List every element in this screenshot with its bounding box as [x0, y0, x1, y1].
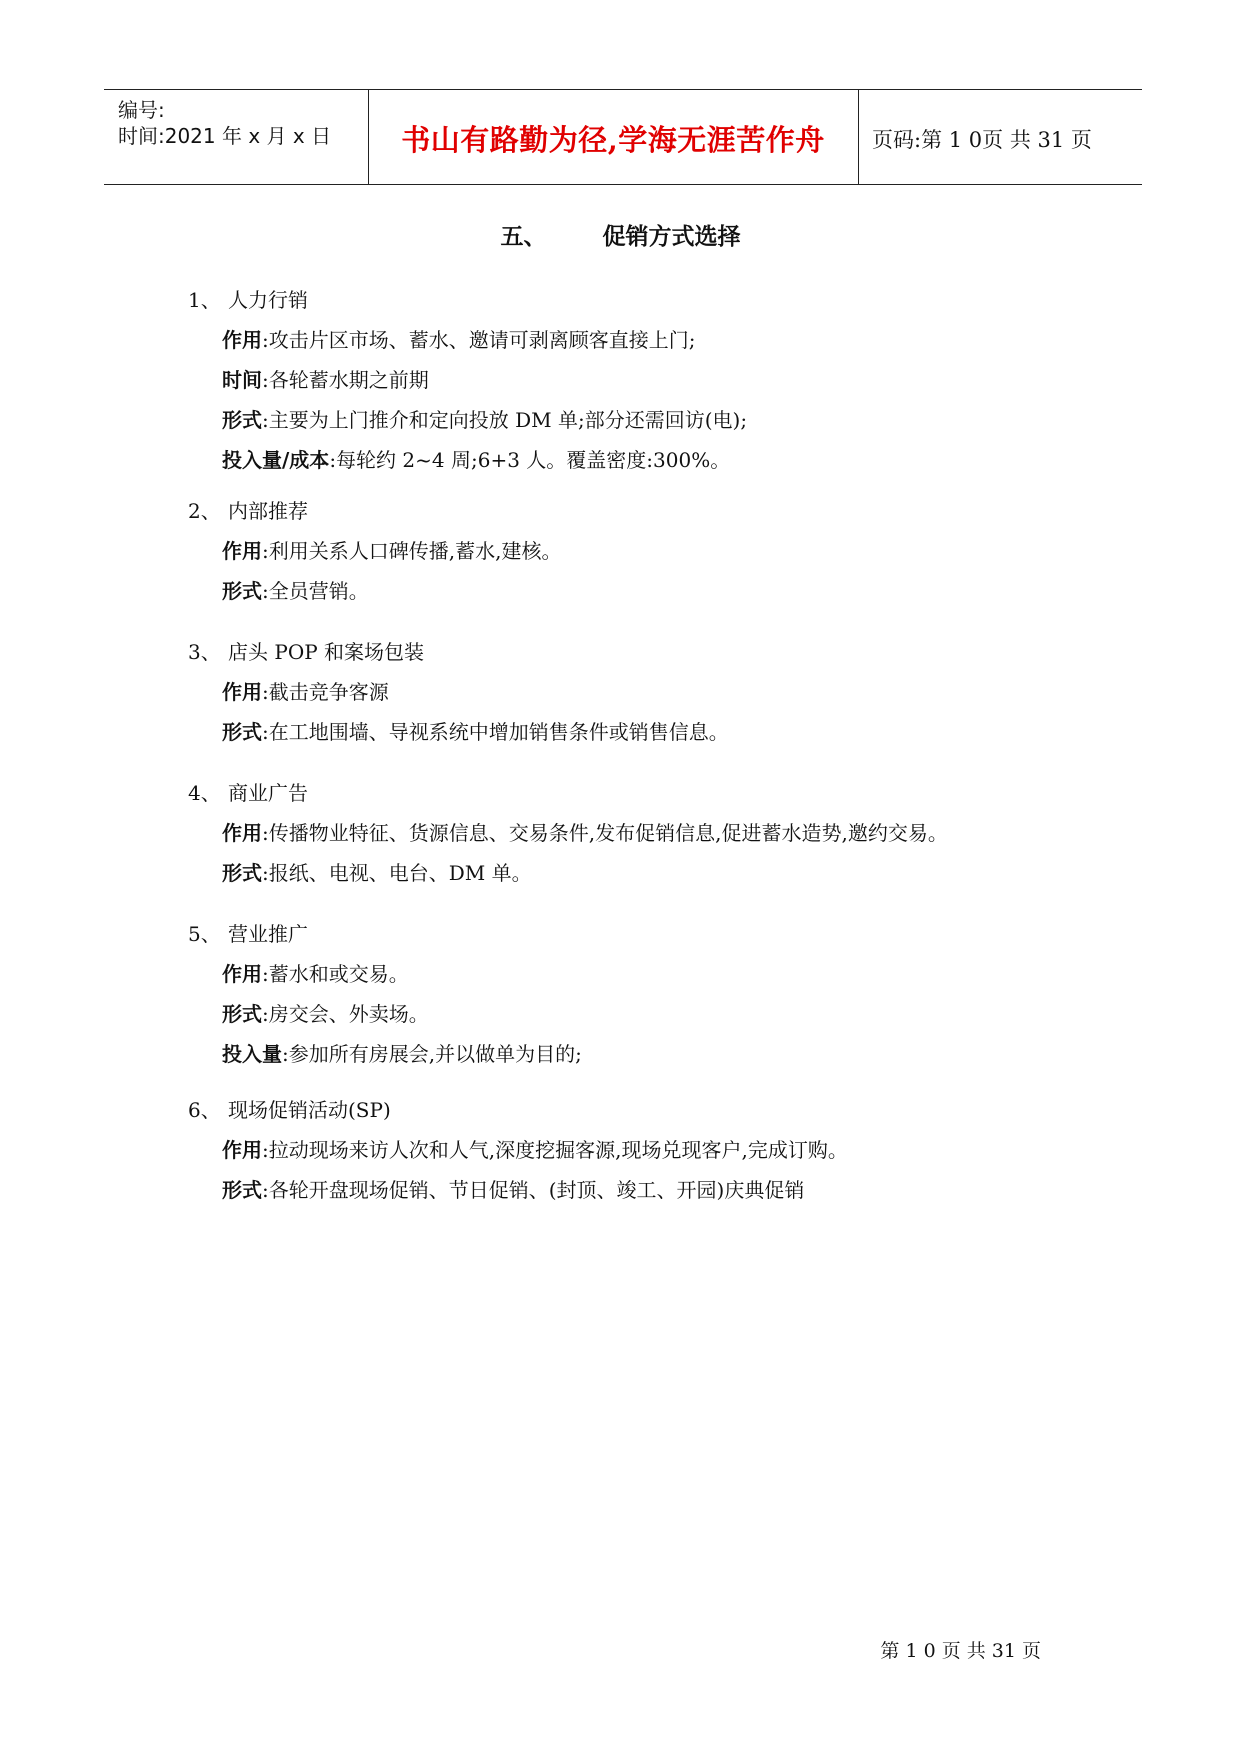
item-detail-line [188, 320, 1088, 360]
detail-separator: : [262, 368, 269, 392]
section-heading [0, 218, 1241, 251]
detail-text: 截击竞争客源 [268, 680, 389, 704]
detail-separator: : [262, 539, 269, 563]
detail-label: 作用 [222, 680, 262, 704]
detail-label: 形式 [222, 720, 262, 744]
item-detail-line [188, 571, 1088, 611]
item-detail-line [188, 672, 1088, 712]
detail-text: 传播物业特征、货源信息、交易条件,发布促销信息,促进蓄水造势,邀约交易。 [268, 821, 948, 845]
item-heading [188, 280, 1088, 320]
item-detail-line [188, 813, 1088, 853]
detail-label: 时间 [222, 368, 262, 392]
item-detail-line [188, 400, 1088, 440]
item-title: 现场促销活动(SP) [228, 1098, 391, 1122]
detail-text: 每轮约 2~4 周;6+3 人。覆盖密度:300%。 [336, 448, 731, 472]
detail-label: 形式 [222, 861, 262, 885]
detail-text: 主要为上门推介和定向投放 DM 单;部分还需回访(电); [268, 408, 748, 432]
detail-text: 蓄水和或交易。 [268, 962, 409, 986]
detail-label: 作用 [222, 539, 262, 563]
item-index: 1、 [188, 288, 221, 312]
item-heading [188, 491, 1088, 531]
list-item [188, 632, 1088, 752]
detail-separator: : [282, 1042, 289, 1066]
detail-text: 房交会、外卖场。 [268, 1002, 429, 1026]
detail-separator: : [262, 579, 269, 603]
item-heading [188, 914, 1088, 954]
item-heading [188, 632, 1088, 672]
detail-separator: : [262, 962, 269, 986]
detail-text: 参加所有房展会,并以做单为目的; [288, 1042, 582, 1066]
item-heading [188, 1090, 1088, 1130]
document-time-label: 时间:2021 年 x 月 x 日 [118, 124, 332, 148]
detail-label: 作用 [222, 1138, 262, 1162]
item-title: 商业广告 [228, 781, 308, 805]
item-index: 5、 [188, 922, 221, 946]
detail-separator: : [262, 821, 269, 845]
item-title: 营业推广 [228, 922, 308, 946]
item-detail-line [188, 712, 1088, 752]
detail-separator: : [262, 1002, 269, 1026]
detail-text: 报纸、电视、电台、DM 单。 [268, 861, 532, 885]
detail-text: 攻击片区市场、蓄水、邀请可剥离顾客直接上门; [268, 328, 696, 352]
list-item [188, 280, 1088, 480]
item-detail-line [188, 1130, 1088, 1170]
item-index: 6、 [188, 1098, 221, 1122]
section-title: 促销方式选择 [602, 224, 741, 250]
item-title: 人力行销 [228, 288, 308, 312]
section-number: 五、 [500, 224, 547, 250]
page-header [104, 89, 1142, 185]
item-detail-line [188, 954, 1088, 994]
detail-label: 形式 [222, 1002, 262, 1026]
item-index: 2、 [188, 499, 221, 523]
header-info-cell [104, 90, 369, 184]
list-item [188, 491, 1088, 611]
detail-label: 作用 [222, 821, 262, 845]
list-item [188, 1090, 1088, 1210]
list-item [188, 773, 1088, 893]
header-motto-cell [368, 90, 859, 184]
page-footer: 第 1 0 页 共 31 页 [880, 1640, 1041, 1662]
item-index: 3、 [188, 640, 221, 664]
item-heading [188, 773, 1088, 813]
item-detail-line [188, 440, 1088, 480]
detail-label: 作用 [222, 328, 262, 352]
item-detail-line [188, 1170, 1088, 1210]
detail-separator: : [262, 861, 269, 885]
detail-separator: : [262, 1178, 269, 1202]
detail-separator: : [262, 680, 269, 704]
item-detail-line [188, 994, 1088, 1034]
detail-separator: : [262, 720, 269, 744]
detail-label: 形式 [222, 1178, 262, 1202]
detail-text: 各轮开盘现场促销、节日促销、(封顶、竣工、开园)庆典促销 [268, 1178, 805, 1202]
item-detail-line [188, 360, 1088, 400]
detail-separator: : [262, 408, 269, 432]
item-detail-line [188, 531, 1088, 571]
item-detail-line [188, 1034, 1088, 1074]
item-detail-line [188, 853, 1088, 893]
detail-separator: : [329, 448, 337, 472]
item-title: 内部推荐 [228, 499, 308, 523]
detail-label: 投入量 [222, 1042, 282, 1066]
detail-text: 各轮蓄水期之前期 [268, 368, 429, 392]
detail-separator: : [262, 1138, 269, 1162]
detail-text: 在工地围墙、导视系统中增加销售条件或销售信息。 [268, 720, 729, 744]
page-code: 页码:第 1 0页 共 31 页 [872, 128, 1092, 152]
detail-text: 利用关系人口碑传播,蓄水,建核。 [268, 539, 562, 563]
detail-label: 形式 [222, 579, 262, 603]
motto-text: 书山有路勤为径,学海无涯苦作舟 [401, 123, 825, 157]
detail-text: 全员营销。 [268, 579, 369, 603]
item-title: 店头 POP 和案场包装 [228, 640, 425, 664]
item-index: 4、 [188, 781, 221, 805]
document-number-label: 编号: [118, 98, 165, 122]
detail-text: 拉动现场来访人次和人气,深度挖掘客源,现场兑现客户,完成订购。 [268, 1138, 848, 1162]
detail-label: 形式 [222, 408, 262, 432]
detail-separator: : [262, 328, 269, 352]
header-page-cell [858, 90, 1142, 184]
detail-label: 投入量/成本 [222, 448, 330, 472]
list-item [188, 914, 1088, 1074]
detail-label: 作用 [222, 962, 262, 986]
